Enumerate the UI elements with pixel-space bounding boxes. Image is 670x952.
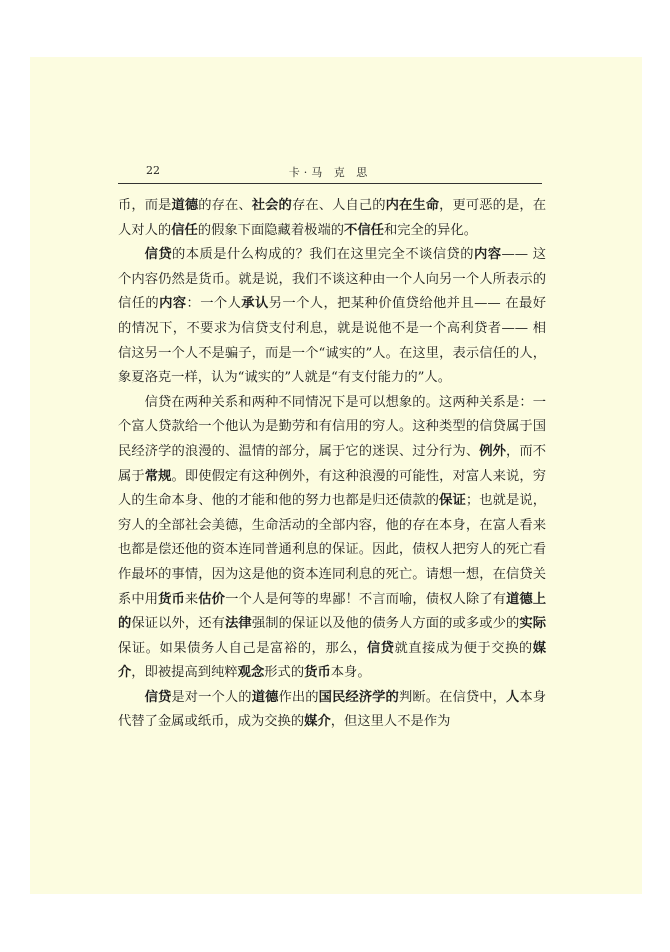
emphasis-text: 保证 — [439, 493, 466, 509]
text-run: 另一个人，把某种价值贷给他并且—— 在最好的情况下，不要求为信贷支付利息，就是说他不是一个高利贷者—— 相信这另一个人不是骗子，而是一个“诚实的”人。在这里，表示信任的人，象夏洛克一样，认为“诚实的”人就是“有支付能力的”人。 — [118, 296, 547, 386]
text-run: 作出的 — [278, 689, 319, 705]
emphasis-text: 信贷 — [144, 247, 173, 263]
text-run: 一个人是何等的卑鄙！不言而喻，债权人除了有 — [225, 591, 506, 607]
text-run: 的存在、 — [198, 198, 252, 213]
text-run: 判断。在信贷中， — [398, 689, 507, 705]
paragraph-3 — [118, 391, 546, 686]
emphasis-text: 道德 — [171, 198, 199, 213]
emphasis-text: 内在生命 — [385, 198, 440, 213]
emphasis-text: 常规 — [144, 468, 172, 484]
emphasis-text: 法律 — [225, 616, 252, 632]
text-run: ：一个人 — [186, 296, 242, 312]
text-run: 强制的保证以及他的债务人方面的或多或少的 — [251, 616, 520, 632]
emphasis-text: 观念 — [237, 665, 265, 681]
emphasis-text: 信任 — [171, 222, 198, 238]
text-run: ，更可恶的是，在人对人的 — [118, 198, 547, 238]
text-run: 本身代替了金属或纸币，成为交换的 — [118, 689, 547, 730]
emphasis-text: 社会的 — [251, 198, 292, 213]
emphasis-text: 媒介 — [304, 714, 331, 730]
page-number: 22 — [146, 164, 160, 177]
text-run: 保证以外，还有 — [131, 616, 226, 632]
emphasis-text: 内容 — [159, 296, 187, 312]
body-text — [118, 194, 546, 735]
text-run: 形式的 — [264, 665, 305, 681]
text-run: 是对一个人的 — [171, 689, 252, 705]
text-run: ，即被提高到纯粹 — [131, 665, 238, 681]
text-run: 。即使假定有这种例外，有这种浪漫的可能性，对富人来说，穷人的生命本身、他的才能和他的努力也都是归还债款的 — [118, 468, 547, 509]
text-run: ；也就是说，穷人的全部社会美德，生命活动的全部内容，他的存在本身，在富人看来也都是偿还他的资本连同普通利息的保证。因此，债权人把穷人的死亡看作最坏的事情，因为这是他的资本连同利息的死亡。请想一想，在信贷关系中用 — [118, 493, 547, 607]
text-run: ，但这里人不是作为 — [330, 714, 451, 730]
emphasis-text: 估价 — [198, 591, 226, 607]
page-header — [118, 163, 542, 184]
paragraph-4 — [118, 686, 546, 735]
emphasis-text: 货币 — [158, 591, 185, 607]
emphasis-text: 货币 — [304, 665, 331, 681]
emphasis-text: 国民经济学的 — [318, 689, 399, 705]
text-run: 保证。如果债务人自己是富裕的，那么， — [118, 640, 367, 656]
paragraph-1 — [118, 194, 546, 243]
emphasis-text: 道德 — [251, 689, 279, 705]
running-title: 卡·马 克 思 — [288, 166, 372, 179]
text-run: —— 这个内容仍然是货币。就是说，我们不谈这种由一个人向另一个人所表示的信任的 — [118, 247, 546, 312]
text-run: 来 — [184, 591, 199, 607]
paragraph-2 — [118, 243, 546, 391]
text-run: 币，而是 — [118, 198, 172, 213]
text-run: 存在、人自己的 — [291, 198, 386, 213]
emphasis-text: 实际 — [519, 616, 547, 632]
text-run: 的假象下面隐藏着极端的 — [197, 222, 345, 238]
emphasis-text: 不信任 — [344, 222, 384, 238]
emphasis-text: 信贷 — [366, 640, 395, 656]
emphasis-text: 信贷 — [144, 689, 172, 705]
emphasis-text: 媒介 — [118, 640, 547, 681]
text-run: 就直接成为便于交换的 — [394, 640, 533, 656]
emphasis-text: 内容 — [474, 247, 502, 263]
text-run: 本身。 — [330, 665, 371, 681]
emphasis-text: 道德上的 — [118, 591, 547, 632]
emphasis-text: 例外 — [479, 443, 506, 459]
text-run: 和完全的异化。 — [383, 222, 478, 238]
text-run: 信贷在两种关系和两种不同情况下是可以想象的。这两种关系是：一个富人贷款给一个他认为是勤劳和有信用的穷人。这种类型的信贷属于国民经济学的浪漫的、温情的部分，属于它的迷误、过分行为、 — [118, 394, 546, 459]
emphasis-text: 人 — [506, 689, 520, 705]
text-run: 的本质是什么构成的？我们在这里完全不谈信贷的 — [172, 247, 474, 263]
emphasis-text: 承认 — [241, 296, 269, 312]
text-run: ，而不属于 — [118, 443, 547, 484]
